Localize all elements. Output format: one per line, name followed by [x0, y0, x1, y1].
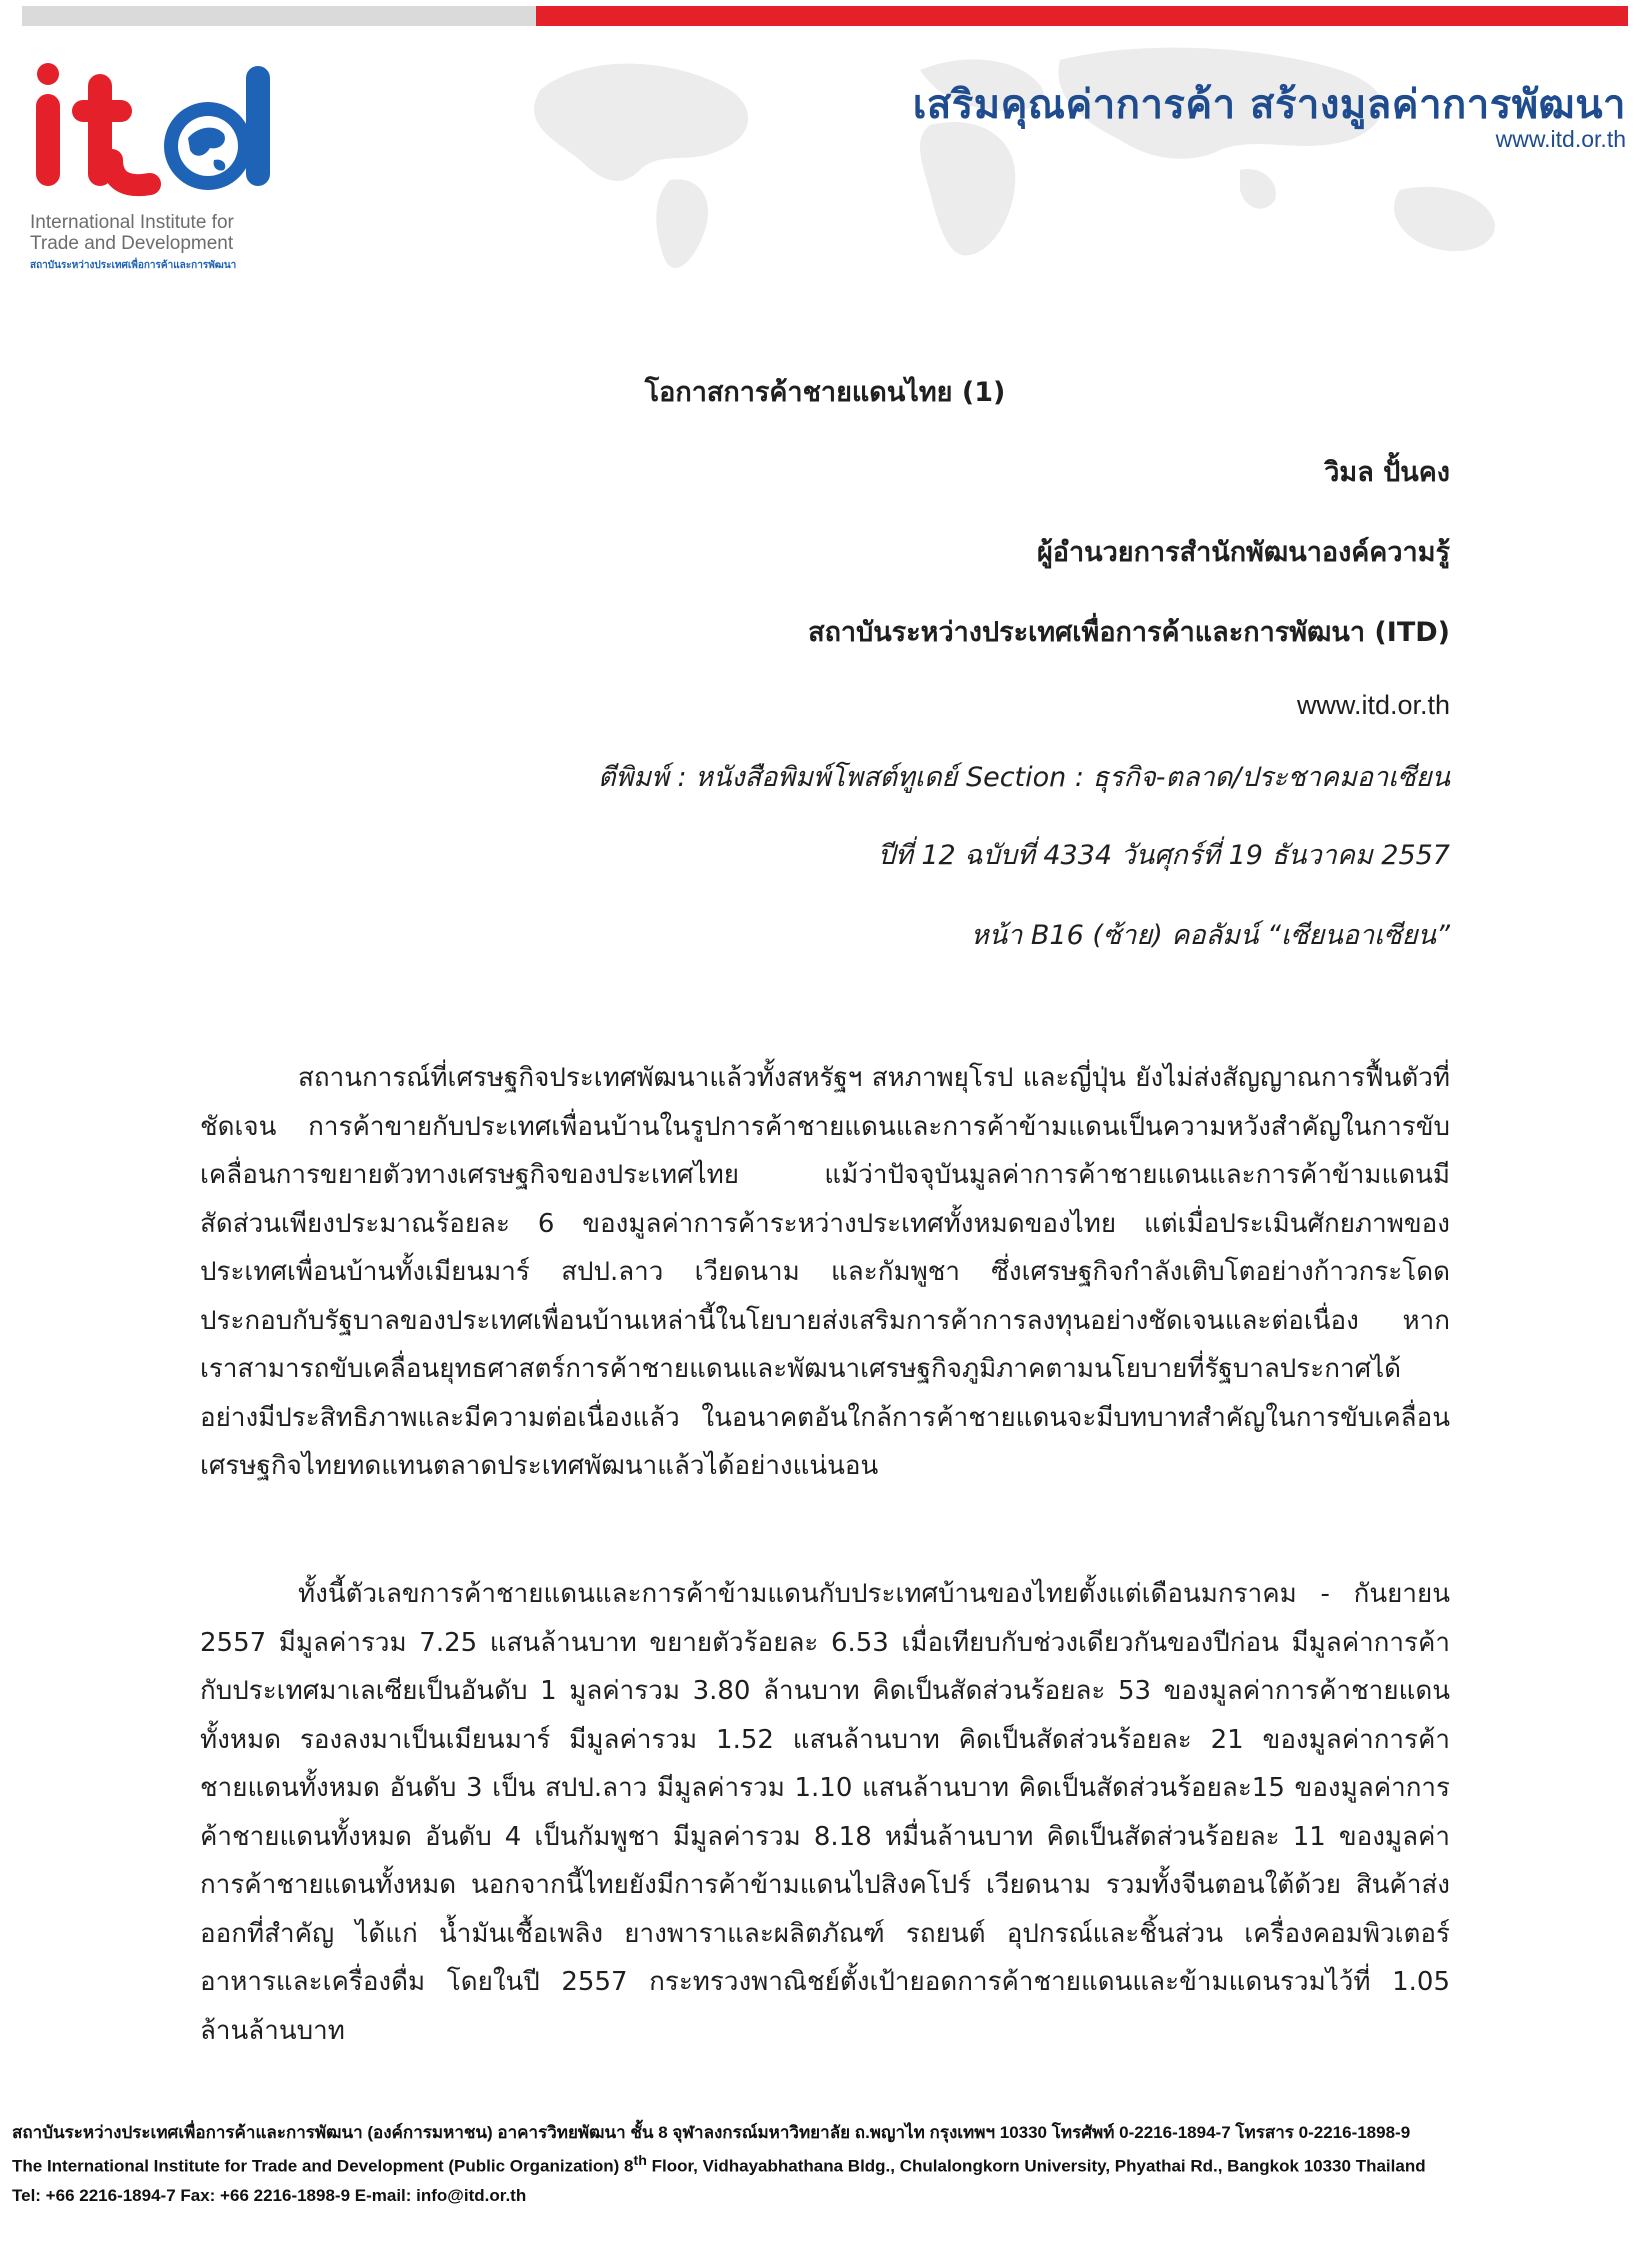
logo-name-en-line2: Trade and Development [30, 233, 234, 254]
paragraph-1-text: สถานการณ์ที่เศรษฐกิจประเทศพัฒนาแล้วทั้งสหรัฐฯ สหภาพยุโรป และญี่ปุ่น ยังไม่ส่งสัญญาณการฟื้นตัวที่ชัดเจน การค้าขายกับประเทศเพื่อนบ้านในรูปการค้าชายแดนและการค้าข้ามแดนเป็นความหวังสำคัญในการขับเคลื่อนการขยายตัวทางเศรษฐกิจของประเทศไทย แม้ว่าปัจจุบันมูลค่าการค้าชายแดนและการค้าข้ามแดนมีสัดส่วนเพียงประมาณร้อยละ 6 ของมูลค่าการค้าระหว่างประเทศทั้งหมดของไทย แต่เมื่อประเมินศักยภาพของประเทศเพื่อนบ้านทั้งเมียนมาร์ สปป.ลาว เวียดนาม และกัมพูชา ซึ่งเศรษฐกิจกำลังเติบโตอย่างก้าวกระโดด ประกอบกับรัฐบาลของประเทศเพื่อนบ้านเหล่านี้ในโยบายส่งเสริมการค้าการลงทุนอย่างชัดเจนและต่อเนื่อง หากเราสามารถขับเคลื่อนยุทธศาสตร์การค้าชายแดนและพัฒนาเศรษฐกิจภูมิภาคตามนโยบายที่รัฐบาลประกาศได้อย่างมีประสิทธิภาพและมีความต่อเนื่องแล้ว ในอนาคตอันใกล้การค้าชายแดนจะมีบทบาทสำคัญในการขับเคลื่อนเศรษฐกิจไทยทดแทนตลาดประเทศพัฒนาแล้วได้อย่างแน่นอน [200, 1063, 1450, 1481]
itd-wordmark [28, 60, 288, 210]
header-slogan: เสริมคุณค่าการค้า สร้างมูลค่าการพัฒนา [912, 82, 1626, 128]
author-name: วิมล ปั้นคง [1324, 457, 1450, 488]
article-title: โอกาสการค้าชายแดนไทย (1) [644, 377, 1006, 408]
header-url: www.itd.or.th [1495, 126, 1626, 152]
paragraph-1 [200, 1054, 1450, 1491]
page-column-info: หน้า B16 (ซ้าย) คอลัมน์ “เซียนอาเซียน” [970, 920, 1450, 951]
footer-address-en: The International Institute for Trade and Development (Public Organization) 8th Floor, Vidhayabhathana Bldg., Chulalongkorn University, Phyathai Rd., Bangkok 10330 Thailand [12, 2153, 1426, 2176]
footer-contact: Tel: +66 2216-1894-7 Fax: +66 2216-1898-9 E-mail: info@itd.or.th [12, 2185, 527, 2205]
header-accent-bar-gray [22, 6, 536, 26]
author-position: ผู้อำนวยการสำนักพัฒนาองค์ความรู้ [1036, 537, 1450, 568]
itd-logo [28, 60, 288, 270]
author-website: www.itd.or.th [1296, 690, 1450, 720]
footer [12, 2118, 1426, 2210]
header-accent-bar-red [536, 6, 1628, 26]
footer-address-th: สถาบันระหว่างประเทศเพื่อการค้าและการพัฒนา (องค์การมหาชน) อาคารวิทยพัฒนา ชั้น 8 จุฬาลงกรณ์มหาวิทยาลัย ถ.พญาไท กรุงเทพฯ 10330 โทรศัพท์ 0-2216-1894-7 โทรสาร 0-2216-1898-9 [12, 2123, 1411, 2142]
issue-info: ปีที่ 12 ฉบับที่ 4334 วันศุกร์ที่ 19 ธันวาคม 2557 [877, 840, 1450, 871]
logo-name-th: สถาบันระหว่างประเทศเพื่อการค้าและการพัฒนา [30, 260, 237, 271]
publication-info: ตีพิมพ์ : หนังสือพิมพ์โพสต์ทูเดย์ Section : ธุรกิจ-ตลาด/ประชาคมอาเซียน [597, 762, 1450, 793]
paragraph-2-text: ทั้งนี้ตัวเลขการค้าชายแดนและการค้าข้ามแดนกับประเทศบ้านของไทยตั้งแต่เดือนมกราคม - กันยายน 2557 มีมูลค่ารวม 7.25 แสนล้านบาท ขยายตัวร้อยละ 6.53 เมื่อเทียบกับช่วงเดียวกันของปีก่อน มีมูลค่าการค้ากับประเทศมาเลเซียเป็นอันดับ 1 มูลค่ารวม 3.80 ล้านบาท คิดเป็นสัดส่วนร้อยละ 53 ของมูลค่าการค้าชายแดนทั้งหมด รองลงมาเป็นเมียนมาร์ มีมูลค่ารวม 1.52 แสนล้านบาท คิดเป็นสัดส่วนร้อยละ 21 ของมูลค่าการค้าชายแดนทั้งหมด อันดับ 3 เป็น สปป.ลาว มีมูลค่ารวม 1.10 แสนล้านบาท คิดเป็นสัดส่วนร้อยละ15 ของมูลค่าการค้าชายแดนทั้งหมด อันดับ 4 เป็นกัมพูชา มีมูลค่ารวม 8.18 หมื่นล้านบาท คิดเป็นสัดส่วนร้อยละ 11 ของมูลค่าการค้าชายแดนทั้งหมด นอกจากนี้ไทยยังมีการค้าข้ามแดนไปสิงคโปร์ เวียดนาม รวมทั้งจีนตอนใต้ด้วย สินค้าส่งออกที่สำคัญ ได้แก่ น้ำมันเชื้อเพลิง ยางพาราและผลิตภัณฑ์ รถยนต์ อุปกรณ์และชิ้นส่วน เครื่องคอมพิวเตอร์ อาหารและเครื่องดื่ม โดยในปี 2557 กระทรวงพาณิชย์ตั้งเป้ายอดการค้าชายแดนและข้ามแดนรวมไว้ที่ 1.05 ล้านล้านบาท [200, 1579, 1450, 2046]
logo-name-en-line1: International Institute for [30, 212, 234, 233]
world-map-icon [500, 30, 1620, 300]
author-organization: สถาบันระหว่างประเทศเพื่อการค้าและการพัฒนา (ITD) [808, 617, 1450, 648]
paragraph-2 [200, 1570, 1450, 2055]
